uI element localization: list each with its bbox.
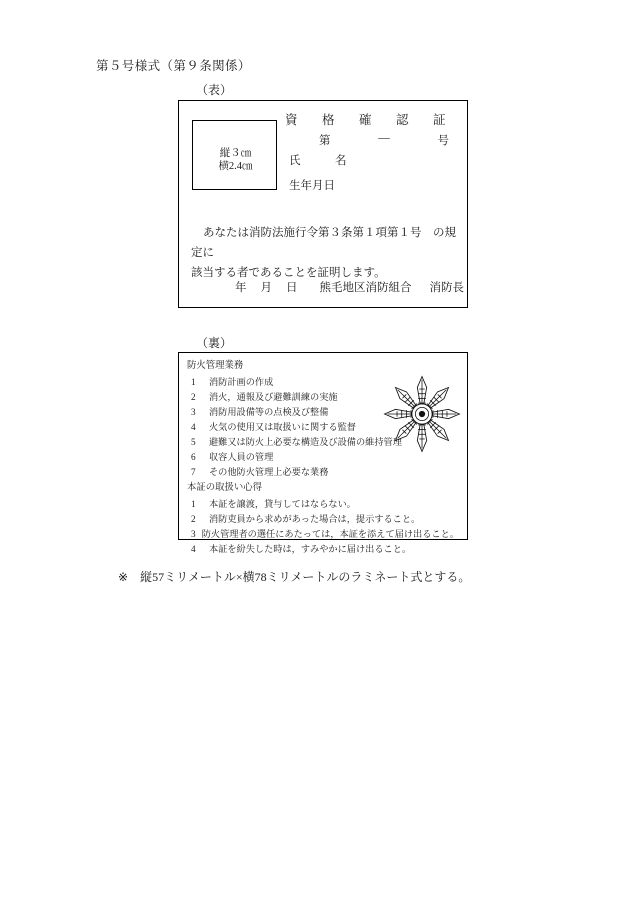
item-number: 5: [191, 436, 196, 447]
issuing-chief-title: 消防長: [429, 282, 464, 294]
list-item: [187, 527, 459, 542]
name-field-label: 氏 名: [289, 155, 347, 167]
page-title: 第５号様式（第９条関係）: [96, 59, 251, 73]
item-text: 消防吏員から求めがあった場合は，提示すること。: [209, 513, 421, 524]
item-text: 避難又は防火上必要な構造及び設備の維持管理: [209, 436, 402, 447]
item-text: 消防計画の作成: [209, 377, 274, 388]
certificate-number-row: [319, 132, 449, 148]
number-prefix: 第: [319, 135, 331, 147]
statement-line-1: あなたは消防法施行令第３条第１項第１号 の規定に: [191, 227, 456, 260]
item-number: 4: [191, 543, 196, 554]
item-text: 火気の使用又は取扱いに関する監督: [209, 421, 356, 432]
item-number: 3: [191, 407, 196, 418]
signature-day-label: 日: [286, 282, 298, 294]
list-item: [187, 465, 459, 480]
item-text: 本証を譲渡，貸与してはならない。: [209, 498, 356, 509]
fire-department-emblem-icon: [383, 375, 461, 453]
handling-rules-heading: 本証の取扱い心得: [187, 482, 263, 493]
signature-year-label: 年: [235, 282, 247, 294]
item-number: 2: [191, 513, 196, 524]
item-number: 4: [191, 421, 196, 432]
back-card: [178, 352, 468, 554]
footnote: [118, 568, 470, 585]
photo-height-label: 縦３㎝: [219, 148, 252, 159]
number-dash: ―: [378, 132, 390, 144]
photo-size-label: [193, 147, 278, 173]
item-number: 6: [191, 451, 196, 462]
item-number: 1: [191, 498, 196, 509]
statement-line-2: 該当する者であることを証明します。: [191, 267, 386, 280]
photo-width-label: 横2.4㎝: [218, 161, 253, 173]
footnote-mark: ※: [118, 570, 131, 584]
number-suffix: 号: [437, 135, 449, 147]
back-side-label: （裏）: [196, 336, 233, 350]
item-number: 1: [191, 377, 196, 388]
front-card: [178, 100, 468, 308]
item-number: 7: [191, 466, 196, 477]
certificate-title: 資 格 確 認 証: [285, 113, 452, 127]
issuing-organization: 熊毛地区消防組合: [319, 282, 412, 294]
photo-box: [192, 120, 277, 190]
front-side-label: （表）: [196, 83, 233, 97]
birthdate-field-label: 生年月日: [289, 180, 335, 192]
list-item: [187, 512, 459, 527]
fire-prevention-duties-heading: 防火管理業務: [187, 361, 244, 371]
item-text: 防火管理者の選任にあたっては，本証を添えて届け出ること。: [201, 528, 459, 539]
item-text: 収容人員の管理: [209, 451, 274, 462]
signature-row: [235, 279, 464, 295]
item-text: 本証を紛失した時は，すみやかに届け出ること。: [209, 543, 412, 554]
item-text: 消火，通報及び避難訓練の実施: [209, 392, 338, 403]
signature-month-label: 月: [260, 282, 272, 294]
list-item: [187, 497, 459, 512]
item-number: 2: [191, 392, 196, 403]
handling-rules-list: [187, 497, 459, 557]
footnote-text: 縦57ミリメートル×横78ミリメートルのラミネート式とする。: [140, 570, 471, 584]
item-text: その他防火管理上必要な業務: [209, 466, 329, 477]
item-number: 3: [191, 528, 196, 539]
item-text: 消防用設備等の点検及び整備: [209, 407, 329, 418]
list-item: [187, 542, 459, 557]
certification-statement: [191, 223, 457, 283]
